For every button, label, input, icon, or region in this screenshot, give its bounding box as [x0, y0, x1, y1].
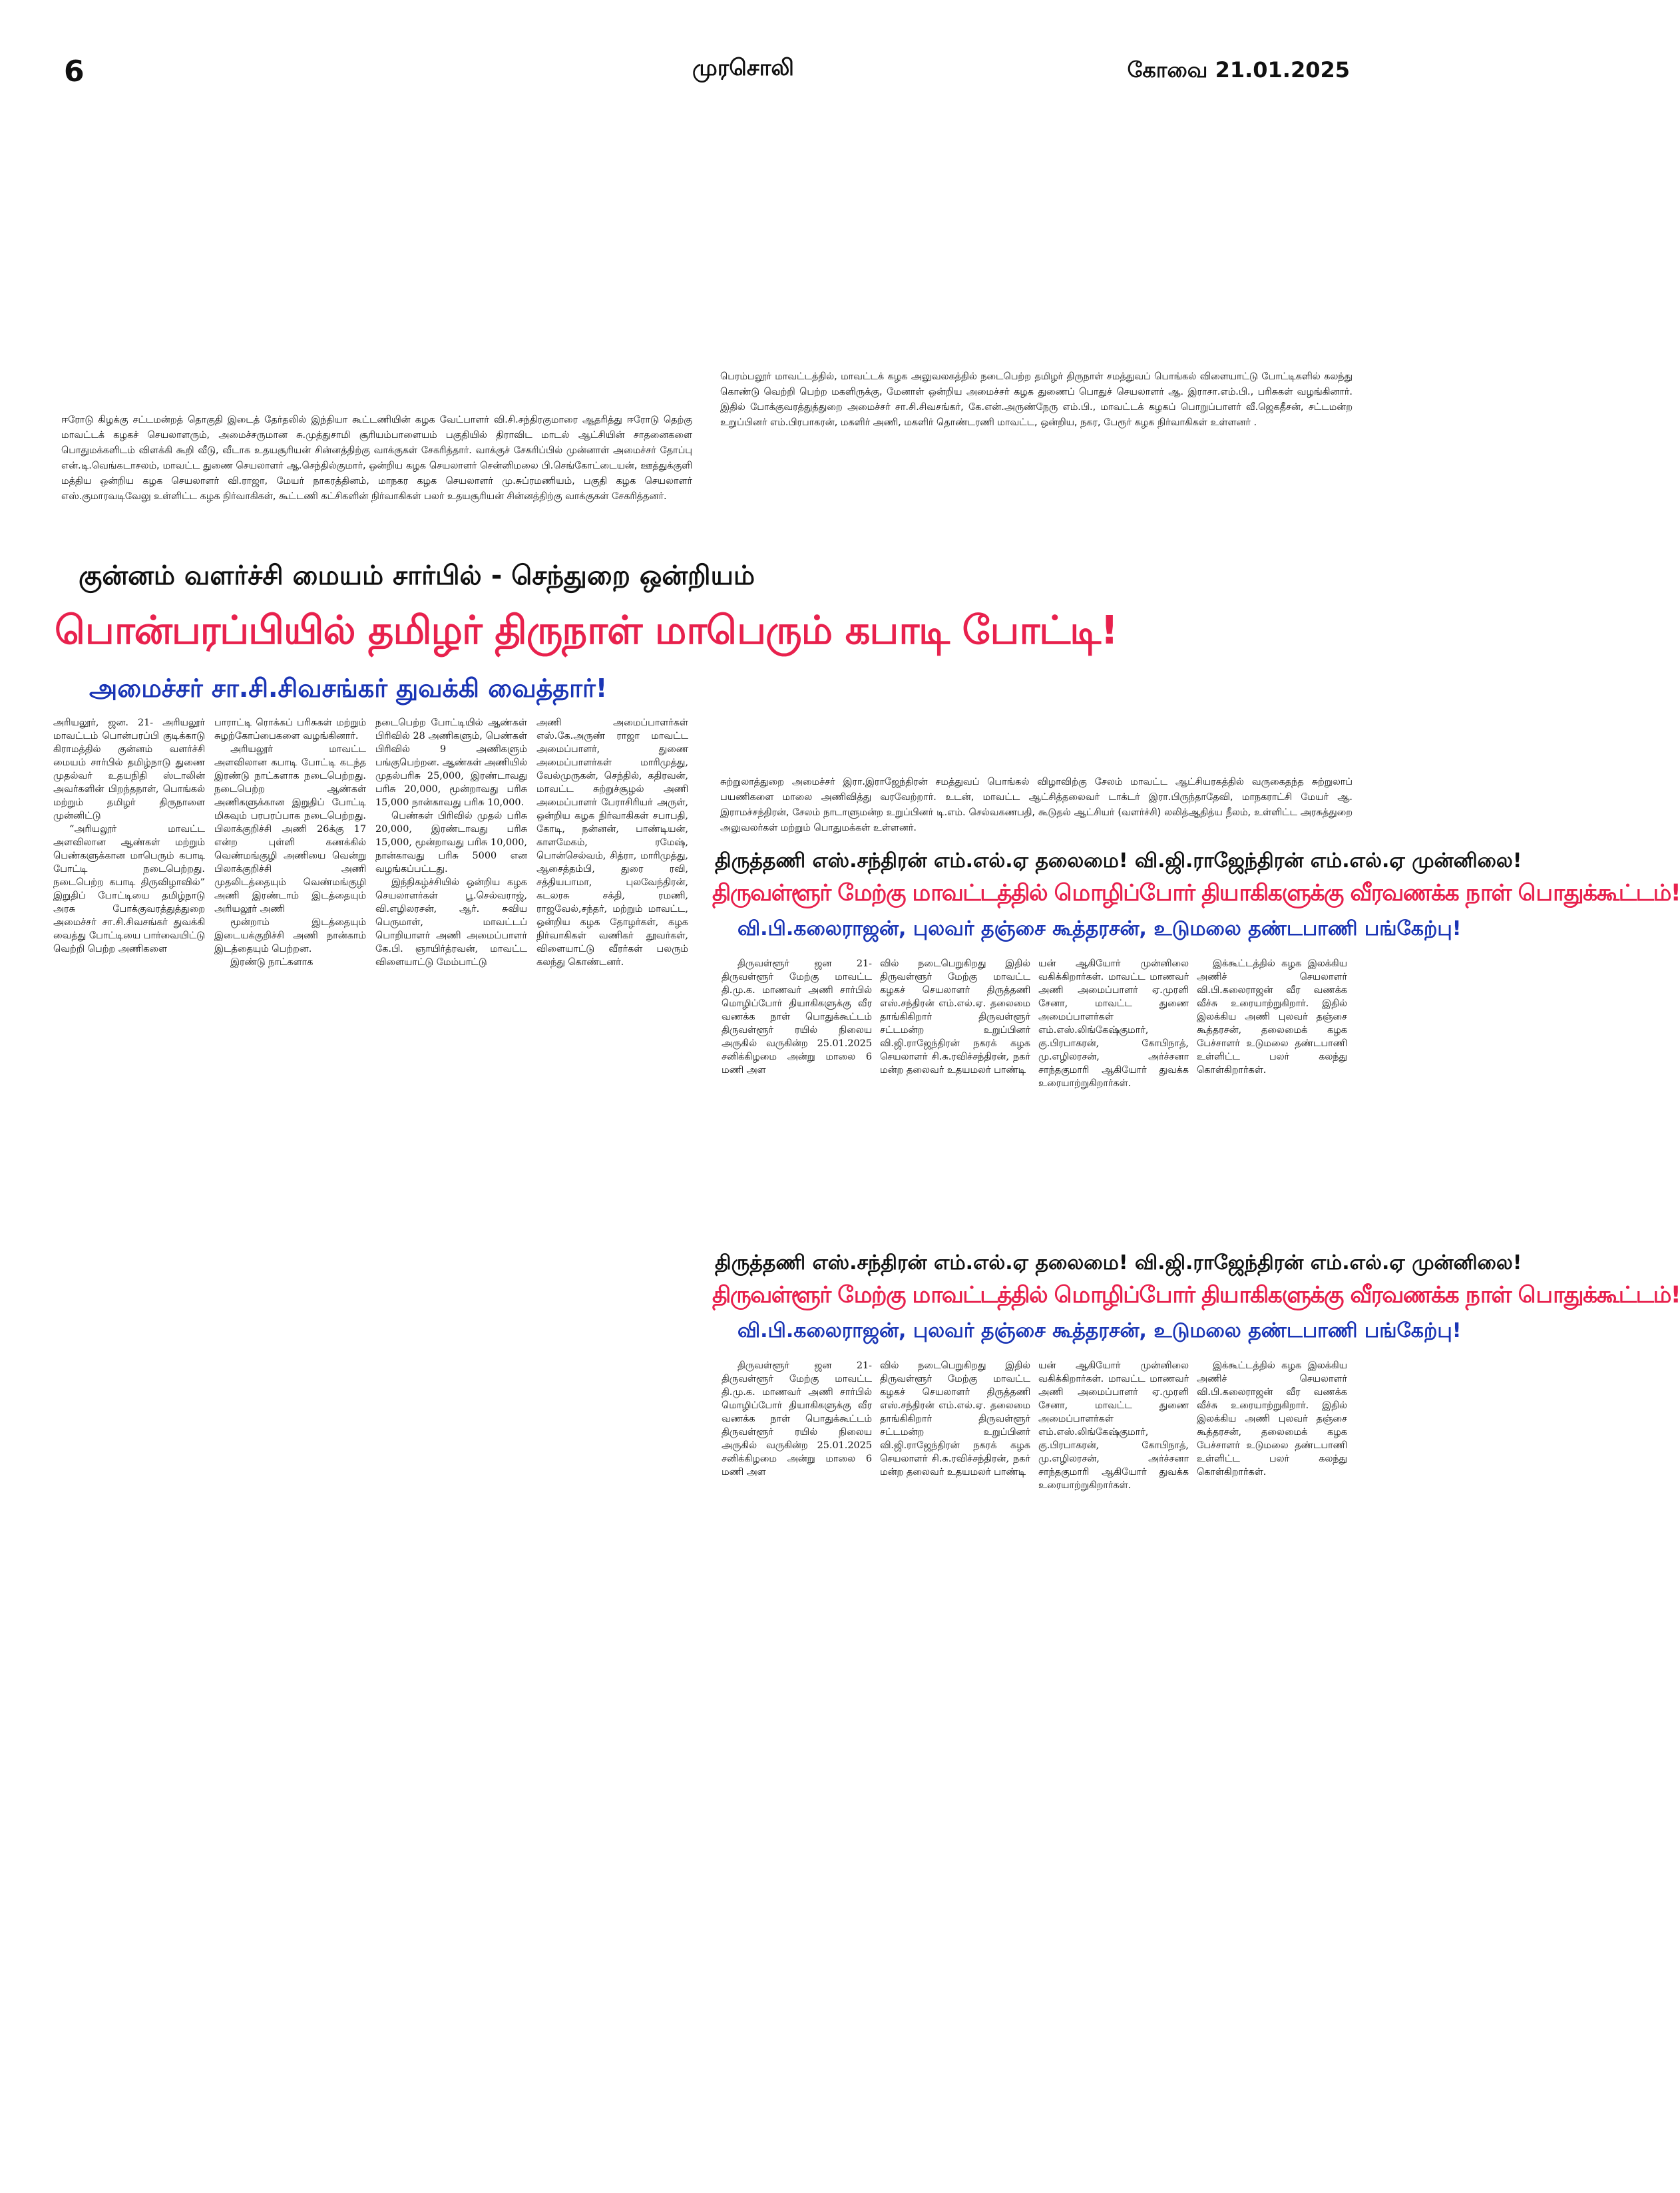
page-number: 6 [64, 55, 85, 89]
tiruttani-column-3 [1038, 957, 1189, 1194]
kabaddi-headline: பொன்பரப்பியில் தமிழர் திருநாள் மாபெரும் கபாடி போட்டி! [55, 607, 1118, 653]
tiruttani-repeat-column-4 [1197, 1359, 1347, 1599]
perambalur-photo-caption: பெரம்பலூர் மாவட்டத்தில், மாவட்டக் கழக அலுவலகத்தில் நடைபெற்ற தமிழர் திருநாள் சமத்துவப் பொங்கல் விளையாட்டு போட்டிகளில் கலந்து கொண்டு வெற்றி பெற்ற மகளிருக்கு, மேனாள் ஒன்றிய அமைச்சர் கழக துணைப் பொதுச் செயலாளர் ஆ. இராசா.எம்.பி., பரிசுகள் வழங்கினார். இதில் போக்குவரத்துத்துறை அமைச்சர் சா.சி.சிவசங்கர், கே.என்.அருண்நேரு எம்.பி., மாவட்டக் கழகப் பொறுப்பாளர் வீ.ஜெகதீசன், சட்டமன்ற உறுப்பினர் எம்.பிரபாகரன், மகளிர் அணி, மகளிர் தொண்டரணி மாவட்ட, ஒன்றிய, நகர, பேரூர் கழக நிர்வாகிகள் உள்ளனர் . [720, 371, 1353, 428]
masthead: முரசொலி [692, 55, 794, 81]
kabaddi-paragraph: “அரியலூர் மாவட்ட அளவிலான ஆண்கள் மற்றும் பெண்களுக்கான மாபெரும் கபாடி போட்டி நடைபெற்றது. நடைபெற்ற கபாடி திருவிழாவில்” இறுதிப் போட்டியை தமிழ்நாடு அரசு போக்குவரத்துத்துறை அமைச்சர் சா.சி.சிவசங்கர் துவக்கி வைத்து போட்டியை பார்வையிட்டு வெற்றி பெற்ற அணிகளை [53, 824, 205, 954]
tiruttani-subhead: வி.பி.கலைராஜன், புலவர் தஞ்சை கூத்தரசன், உடுமலை தண்டபாணி பங்கேற்பு! [737, 917, 1462, 940]
kabaddi-column-1 [53, 716, 205, 1179]
tiruttani-repeat-column-2 [880, 1359, 1030, 1599]
tiruttani-kicker: திருத்தணி எஸ்.சந்திரன் எம்.எல்.ஏ தலைமை! வி.ஜி.ராஜேந்திரன் எம்.எல்.ஏ முன்னிலை! [715, 849, 1522, 873]
salem-photo-caption: சுற்றுலாத்துறை அமைச்சர் இரா.இராஜேந்திரன் சமத்துவப் பொங்கல் விழாவிற்கு சேலம் மாவட்ட ஆட்சியரகத்தில் வருகைதந்த சுற்றுலாப் பயணிகளை மாலை அணிவித்து வரவேற்றார். உடன், மாவட்ட ஆட்சித்தலைவர் டாக்டர் இரா.பிருந்தாதேவி, மாநகராட்சி மேயர் ஆ. இராமச்சந்திரன், சேலம் நாடாளுமன்ற உறுப்பினர் டி.எம். செல்வகணபதி, கூடுதல் ஆட்சியர் (வளர்ச்சி) லலித்ஆதித்ய நீலம், உள்ளிட்ட அரசுத்துறை அலுவலர்கள் மற்றும் பொதுமக்கள் உள்ளனர். [720, 777, 1353, 833]
tiruttani-kicker-repeat: திருத்தணி எஸ்.சந்திரன் எம்.எல்.ஏ தலைமை! வி.ஜி.ராஜேந்திரன் எம்.எல்.ஏ முன்னிலை! [715, 1251, 1522, 1275]
kabaddi-paragraph: பாராட்டி ரொக்கப் பரிசுகள் மற்றும் சுழற்கோப்பைகளை வழங்கினார். [214, 717, 366, 741]
tiruttani-subhead-repeat: வி.பி.கலைராஜன், புலவர் தஞ்சை கூத்தரசன், உடுமலை தண்டபாணி பங்கேற்பு! [737, 1319, 1462, 1342]
tiruttani-paragraph: வில் நடைபெறுகிறது இதில் திருவள்ளூர் மேற்கு மாவட்ட கழகச் செயலாளர் திருத்தணி எஸ்.சந்திரன் எம்.எல்.ஏ. தலைமை தாங்கிகிறார் திருவள்ளூர் சட்டமன்ற உறுப்பினர் வி.ஜி.ராஜேந்திரன் நகரக் கழக செயலாளர் சி.சு.ரவிச்சந்திரன், நகர் மன்ற தலைவர் உதயமலர் பாண்டி [880, 1360, 1030, 1478]
tiruttani-column-4 [1197, 957, 1347, 1194]
kabaddi-paragraph: நடைபெற்ற போட்டியில் ஆண்கள் பிரிவில் 28 அணிகளும், பெண்கள் பிரிவில் 9 அணிகளும் பங்குபெற்றன. ஆண்கள் அணியில் முதல்பரிசு 25,000, இரண்டாவது பரிசு 20,000, மூன்றாவது பரிசு 15,000 நான்காவது பரிசு 10,000. [375, 717, 528, 808]
kabaddi-paragraph: இந்நிகழ்ச்சியில் ஒன்றிய கழக செயலாளர்கள் பூ.செல்வராஜ், வி.எழிலரசன், ஆர். சுவிய பெருமாள், மாவட்டப் பொறியாளர் அணி அமைப்பாளர் கே.பி. ஞாயிர்த்ரவன், மாவட்ட விளையாட்டு மேம்பாட்டு [375, 877, 527, 968]
dateline: கோவை 21.01.2025 [1127, 57, 1350, 83]
tiruttani-paragraph: திருவள்ளூர் ஜன 21- திருவள்ளூர் மேற்கு மாவட்ட தி.மு.க. மாணவர் அணி சார்பில் மொழிப்போர் தியாகிகளுக்கு வீர வணக்க நாள் பொதுக்கூட்டம் திருவள்ளூர் ரயில் நிலைய அருகில் வருகின்ற 25.01.2025 சனிக்கிழமை அன்று மாலை 6 மணி அள [722, 958, 872, 1076]
tiruttani-repeat-column-1 [722, 1359, 872, 1599]
tiruttani-headline: திருவள்ளூர் மேற்கு மாவட்டத்தில் மொழிப்போர் தியாகிகளுக்கு வீரவணக்க நாள் பொதுக்கூட்டம்! [712, 880, 1680, 906]
kabaddi-column-4 [536, 716, 688, 1179]
tiruttani-paragraph: யன் ஆகியோர் முன்னிலை வகிக்கிறார்கள். மாவட்ட மாணவர் அணி அமைப்பாளர் ஏ.முரளி சேனா, மாவட்ட துணை அமைப்பாளர்கள் எம்.எஸ்.லிங்கேஷ்குமார், கு.பிரபாகரன், கோபிநாத், மு.எழிலரசன், அர்ச்சனா சாந்தகுமாரி ஆகியோர் துவக்க உரையாற்றுகிறார்கள். [1038, 958, 1189, 1089]
tiruttani-column-1 [722, 957, 872, 1194]
kabaddi-paragraph: இரண்டு நாட்களாக [230, 957, 314, 968]
kabaddi-kicker: குன்னம் வளர்ச்சி மையம் சார்பில் - செந்துறை ஒன்றியம் [79, 560, 755, 591]
kabaddi-paragraph: அணி அமைப்பாளர்கள் எஸ்.கே.அருண் ராஜா மாவட்ட அமைப்பாளர், துணை அமைப்பாளர்கள் மாரிமுத்து, வேல்முருகன், செந்தில், கதிரவன், மாவட்ட சுற்றுச்சூழல் அணி அமைப்பாளர் பேராசிரியர் அருள், ஒன்றிய கழக நிர்வாகிகள் சபாபதி, கோடி, நன்னன், பாண்டியன், காளமேகம், ரமேஷ், பொன்செல்வம், சித்ரா, மாரிமுத்து, ஆசைத்தம்பி, துரை ரவி, சத்தியபாமா, புலவேந்திரன், கடலரசு சக்தி, ரமணி, ராஜவேல்,சந்தர், மற்றும் மாவட்ட, ஒன்றிய கழக தோழர்கள், கழக நிர்வாகிகள் வணிகர் தூவர்கள், விளையாட்டு வீரர்கள் பலரும் கலந்து கொண்டனர். [536, 717, 688, 968]
kabaddi-subhead: அமைச்சர் சா.சி.சிவசங்கர் துவக்கி வைத்தார்! [89, 674, 608, 703]
kabaddi-column-2 [214, 716, 366, 1179]
tiruttani-paragraph: யன் ஆகியோர் முன்னிலை வகிக்கிறார்கள். மாவட்ட மாணவர் அணி அமைப்பாளர் ஏ.முரளி சேனா, மாவட்ட துணை அமைப்பாளர்கள் எம்.எஸ்.லிங்கேஷ்குமார், கு.பிரபாகரன், கோபிநாத், மு.எழிலரசன், அர்ச்சனா சாந்தகுமாரி ஆகியோர் துவக்க உரையாற்றுகிறார்கள். [1038, 1360, 1189, 1491]
kabaddi-paragraph: அரியலூர், ஜன. 21- அரியலூர் மாவட்டம் பொன்பரப்பி குடிக்காடு கிராமத்தில் குன்னம் வளர்ச்சி மையம் சார்பில் தமிழ்நாடு துணை முதல்வர் உதயநிதி ஸ்டாலின் அவர்களின் பிறந்தநாள், பொங்கல் மற்றும் தமிழர் திருநாளை முன்னிட்டு [53, 717, 205, 821]
erode-photo-caption: ஈரோடு கிழக்கு சட்டமன்றத் தொகுதி இடைத் தேர்தலில் இந்தியா கூட்டணியின் கழக வேட்பாளர் வி.சி.சந்திரகுமாரை ஆதரித்து ஈரோடு தெற்கு மாவட்டக் கழகச் செயலாளரும், அமைச்சருமான சு.முத்துசாமி சூரியம்பாளையம் பகுதியில் திராவிட மாடல் ஆட்சியின் சாதனைகளை பொதுமக்களிடம் விளக்கி கூறி வீடு, வீடாக உதயசூரியன் சின்னத்திற்கு வாக்குகள் சேகரித்தார். வாக்குச் சேகரிப்பில் முன்னாள் அமைச்சர் தோப்பு என்.டி.வெங்கடாசலம், மாவட்ட துணை செயலாளர் ஆ.செந்தில்குமார், ஒன்றிய கழக செயலாளர் சென்னிமலை பி.செங்கோட்டையன், ஊத்துக்குளி மத்திய ஒன்றிய கழக செயலாளர் வி.ராஜா, மேயர் நாகரத்தினம், மாநகர கழக செயலாளர் மு.சுப்ரமணியம், பகுதி கழக செயலாளர் எஸ்.குமாரவடிவேலு உள்ளிட்ட கழக நிர்வாகிகள், கூட்டணி கட்சிகளின் நிர்வாகிகள் பலர் உதயசூரியன் சின்னத்திற்கு வாக்குகள் சேகரித்தனர். [61, 415, 692, 502]
tiruttani-repeat-column-3 [1038, 1359, 1189, 1599]
kabaddi-column-3 [375, 716, 527, 1179]
kabaddi-paragraph: மூன்றாம் இடத்தையும் இடையக்குறிச்சி அணி நான்காம் இடத்தையும் பெற்றன. [214, 917, 366, 954]
tiruttani-paragraph: வில் நடைபெறுகிறது இதில் திருவள்ளூர் மேற்கு மாவட்ட கழகச் செயலாளர் திருத்தணி எஸ்.சந்திரன் எம்.எல்.ஏ. தலைமை தாங்கிகிறார் திருவள்ளூர் சட்டமன்ற உறுப்பினர் வி.ஜி.ராஜேந்திரன் நகரக் கழக செயலாளர் சி.சு.ரவிச்சந்திரன், நகர் மன்ற தலைவர் உதயமலர் பாண்டி [880, 958, 1030, 1076]
tiruttani-paragraph: இக்கூட்டத்தில் கழக இலக்கிய அணிச் செயலாளர் வி.பி.கலைராஜன் வீர வணக்க வீச்சு உரையாற்றுகிறார். இதில் இலக்கிய அணி புலவர் தஞ்சை கூத்தரசன், தலைமைக் கழக பேச்சாளர் உடுமலை தண்டபாணி உள்ளிட்ட பலர் கலந்து கொள்கிறார்கள். [1197, 958, 1347, 1076]
tiruttani-column-2 [880, 957, 1030, 1194]
tiruttani-paragraph: இக்கூட்டத்தில் கழக இலக்கிய அணிச் செயலாளர் வி.பி.கலைராஜன் வீர வணக்க வீச்சு உரையாற்றுகிறார். இதில் இலக்கிய அணி புலவர் தஞ்சை கூத்தரசன், தலைமைக் கழக பேச்சாளர் உடுமலை தண்டபாணி உள்ளிட்ட பலர் கலந்து கொள்கிறார்கள். [1197, 1360, 1347, 1478]
tiruttani-paragraph: திருவள்ளூர் ஜன 21- திருவள்ளூர் மேற்கு மாவட்ட தி.மு.க. மாணவர் அணி சார்பில் மொழிப்போர் தியாகிகளுக்கு வீர வணக்க நாள் பொதுக்கூட்டம் திருவள்ளூர் ரயில் நிலைய அருகில் வருகின்ற 25.01.2025 சனிக்கிழமை அன்று மாலை 6 மணி அள [722, 1360, 872, 1478]
tiruttani-headline-repeat: திருவள்ளூர் மேற்கு மாவட்டத்தில் மொழிப்போர் தியாகிகளுக்கு வீரவணக்க நாள் பொதுக்கூட்டம்! [712, 1282, 1680, 1308]
kabaddi-paragraph: பெண்கள் பிரிவில் முதல் பரிசு 20,000, இரண்டாவது பரிசு 15,000, மூன்றாவது பரிசு 10,000, நான்காவது பரிசு 5000 என வழங்கப்பட்டது. [375, 811, 527, 875]
kabaddi-paragraph: அரியலூர் மாவட்ட அளவிலான கபாடி போட்டி கடந்த இரண்டு நாட்களாக நடைபெற்றது. நடைபெற்ற ஆண்கள் அணிகளுக்கான இறுதிப் போட்டி மிகவும் பரபரப்பாக நடைபெற்றது. பிலாக்குறிச்சி அணி 26க்கு 17 என்ற புள்ளி கணக்கில் வெண்மங்குழி அணியை வென்று பிலாக்குறிச்சி அணி முதலிடத்தையும் வெண்மங்குழி அணி இரண்டாம் இடத்தையும் அரியலூர் அணி [214, 744, 366, 914]
